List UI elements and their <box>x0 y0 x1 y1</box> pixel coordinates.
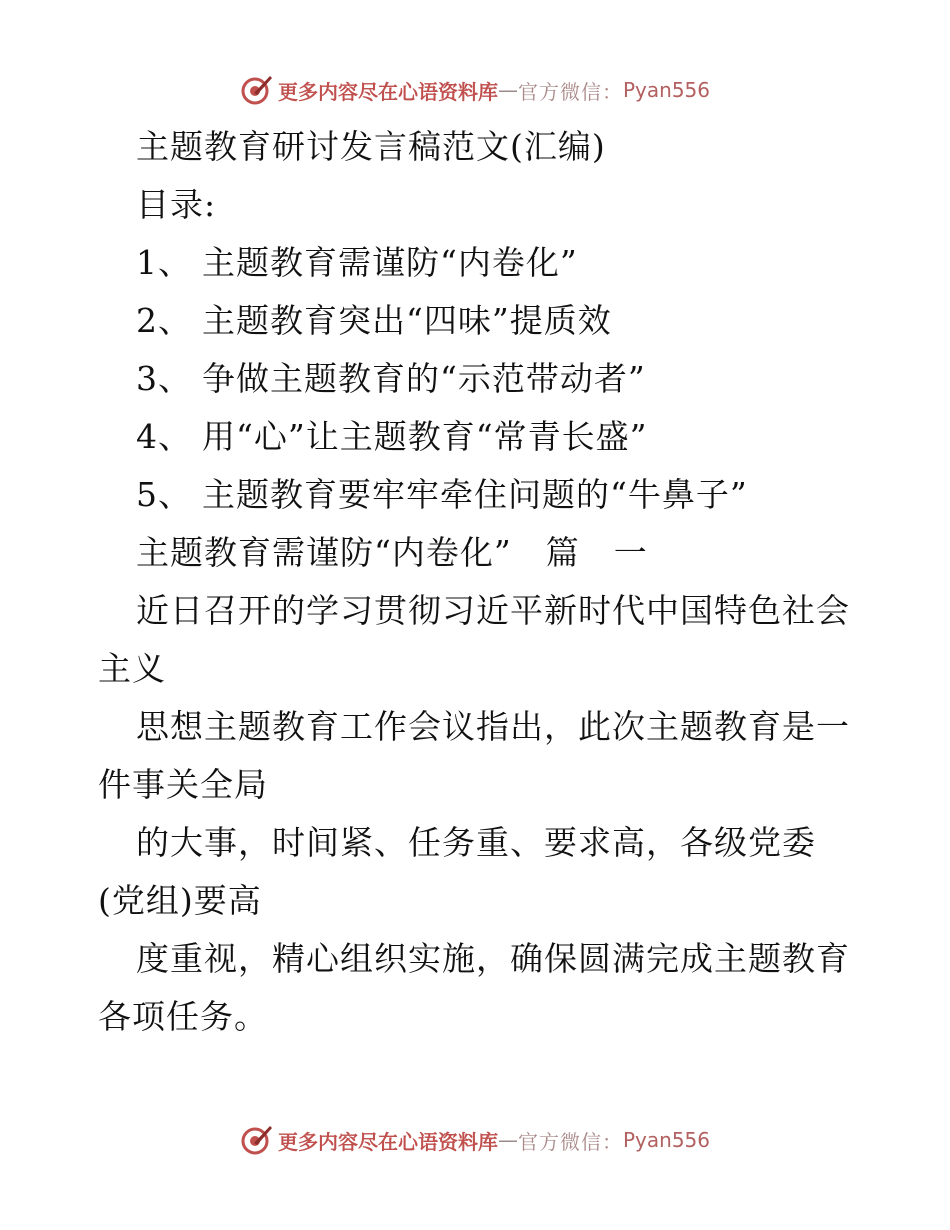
body-line: 思想主题教育工作会议指出，此次主题教育是一 <box>136 707 850 746</box>
watermark-dash: — <box>497 1128 518 1152</box>
toc-item <box>98 466 858 524</box>
toc-item-number: 3、 <box>136 359 192 398</box>
body-line: 近日召开的学习贯彻习近平新时代中国特色社会 <box>136 591 850 630</box>
toc-list <box>98 234 858 524</box>
body-line: 件事关全局 <box>98 765 268 804</box>
watermark-wechat-id: Pyan556 <box>622 1128 710 1152</box>
document-title: 主题教育研讨发言稿范文(汇编) <box>136 127 606 166</box>
body-line: 主义 <box>98 649 166 688</box>
section-heading: 主题教育需谨防“内卷化” 篇 一 <box>136 533 648 572</box>
body-line: 的大事，时间紧、任务重、要求高，各级党委 <box>136 823 816 862</box>
toc-item <box>98 350 858 408</box>
toc-item-number: 4、 <box>136 417 192 456</box>
watermark-banner-top <box>0 70 950 110</box>
watermark-wechat-label: 官方微信： <box>517 1129 623 1154</box>
body-line: 各项任务。 <box>98 997 268 1036</box>
toc-item-number: 2、 <box>136 301 192 340</box>
body-paragraph <box>98 582 858 1046</box>
body-line: (党组)要高 <box>98 881 262 920</box>
toc-item-text: 主题教育突出“四味”提质效 <box>202 301 612 340</box>
watermark-wechat-id: Pyan556 <box>622 78 710 102</box>
watermark-wechat-label: 官方微信： <box>517 79 623 104</box>
body-line: 度重视，精心组织实施，确保圆满完成主题教育 <box>136 939 850 978</box>
toc-label: 目录: <box>136 185 217 224</box>
toc-item <box>98 234 858 292</box>
toc-item-text: 主题教育要牢牢牵住问题的“牛鼻子” <box>202 475 748 514</box>
toc-item-text: 争做主题教育的“示范带动者” <box>202 359 646 398</box>
toc-item-text: 主题教育需谨防“内卷化” <box>202 243 578 282</box>
toc-item-text: 用“心”让主题教育“常青长盛” <box>202 417 648 456</box>
watermark-dash: — <box>497 78 518 102</box>
document-body <box>98 118 858 1046</box>
toc-item <box>98 292 858 350</box>
watermark-banner-bottom <box>0 1120 950 1160</box>
toc-item <box>98 408 858 466</box>
quill-logo-icon <box>240 1123 274 1157</box>
watermark-site-text: 更多内容尽在心语资料库 <box>277 79 498 104</box>
quill-logo-icon <box>240 73 274 107</box>
toc-item-number: 5、 <box>136 475 192 514</box>
toc-item-number: 1、 <box>136 243 192 282</box>
watermark-site-text: 更多内容尽在心语资料库 <box>277 1129 498 1154</box>
